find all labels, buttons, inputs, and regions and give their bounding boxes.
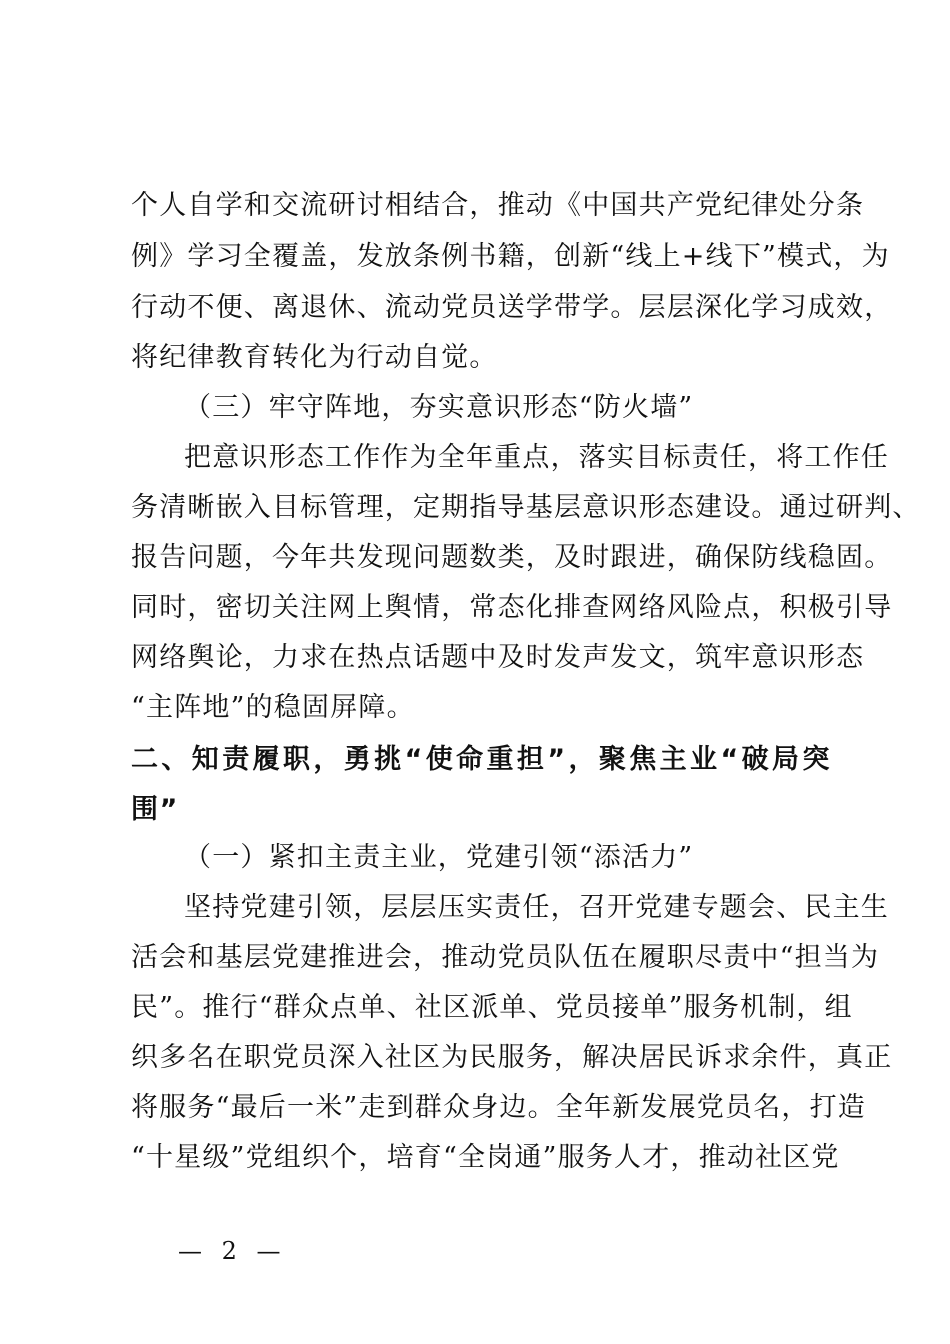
paragraph-line: 把意识形态工作作为全年重点，落实目标责任，将工作任: [184, 442, 889, 473]
sub-heading: （一）紧扣主责主业，党建引领“添活力”: [184, 842, 694, 873]
paragraph-line: 个人自学和交流研讨相结合，推动《中国共产党纪律处分条: [131, 190, 865, 221]
paragraph-line: 将服务“最后一米”走到群众身边。全年新发展党员名，打造: [131, 1092, 867, 1123]
paragraph-line: 民”。推行“群众点单、社区派单、党员接单”服务机制，组: [131, 992, 853, 1023]
paragraph-line: 报告问题，今年共发现问题数类，及时跟进，确保防线稳固。: [131, 542, 893, 573]
paragraph-line: 务清晰嵌入目标管理，定期指导基层意识形态建设。通过研判、: [131, 492, 921, 523]
paragraph-line: 活会和基层党建推进会，推动党员队伍在履职尽责中“担当为: [131, 942, 880, 973]
paragraph-line: 网络舆论，力求在热点话题中及时发声发文，筑牢意识形态: [131, 642, 865, 673]
paragraph-line: 同时，密切关注网上舆情，常态化排查网络风险点，积极引导: [131, 592, 893, 623]
section-heading: 二、知责履职，勇挑“使命重担”，聚焦主业“破局突: [131, 744, 831, 775]
paragraph-line: 例》学习全覆盖，发放条例书籍，创新“线上+线下”模式，为: [131, 241, 890, 272]
section-heading: 围”: [131, 794, 179, 825]
paragraph-line: “十星级”党组织个，培育“全岗通”服务人才，推动社区党: [131, 1142, 840, 1173]
paragraph-line: 坚持党建引领，层层压实责任，召开党建专题会、民主生: [184, 892, 889, 923]
paragraph-line: 将纪律教育转化为行动自觉。: [131, 342, 498, 373]
sub-heading: （三）牢守阵地，夯实意识形态“防火墙”: [184, 392, 694, 423]
paragraph-line: 行动不便、离退休、流动党员送学带学。层层深化学习成效，: [131, 292, 893, 323]
paragraph-line: 织多名在职党员深入社区为民服务，解决居民诉求余件，真正: [131, 1042, 893, 1073]
page-number: — 2 —: [178, 1237, 287, 1265]
paragraph-line: “主阵地”的稳固屏障。: [131, 692, 415, 723]
